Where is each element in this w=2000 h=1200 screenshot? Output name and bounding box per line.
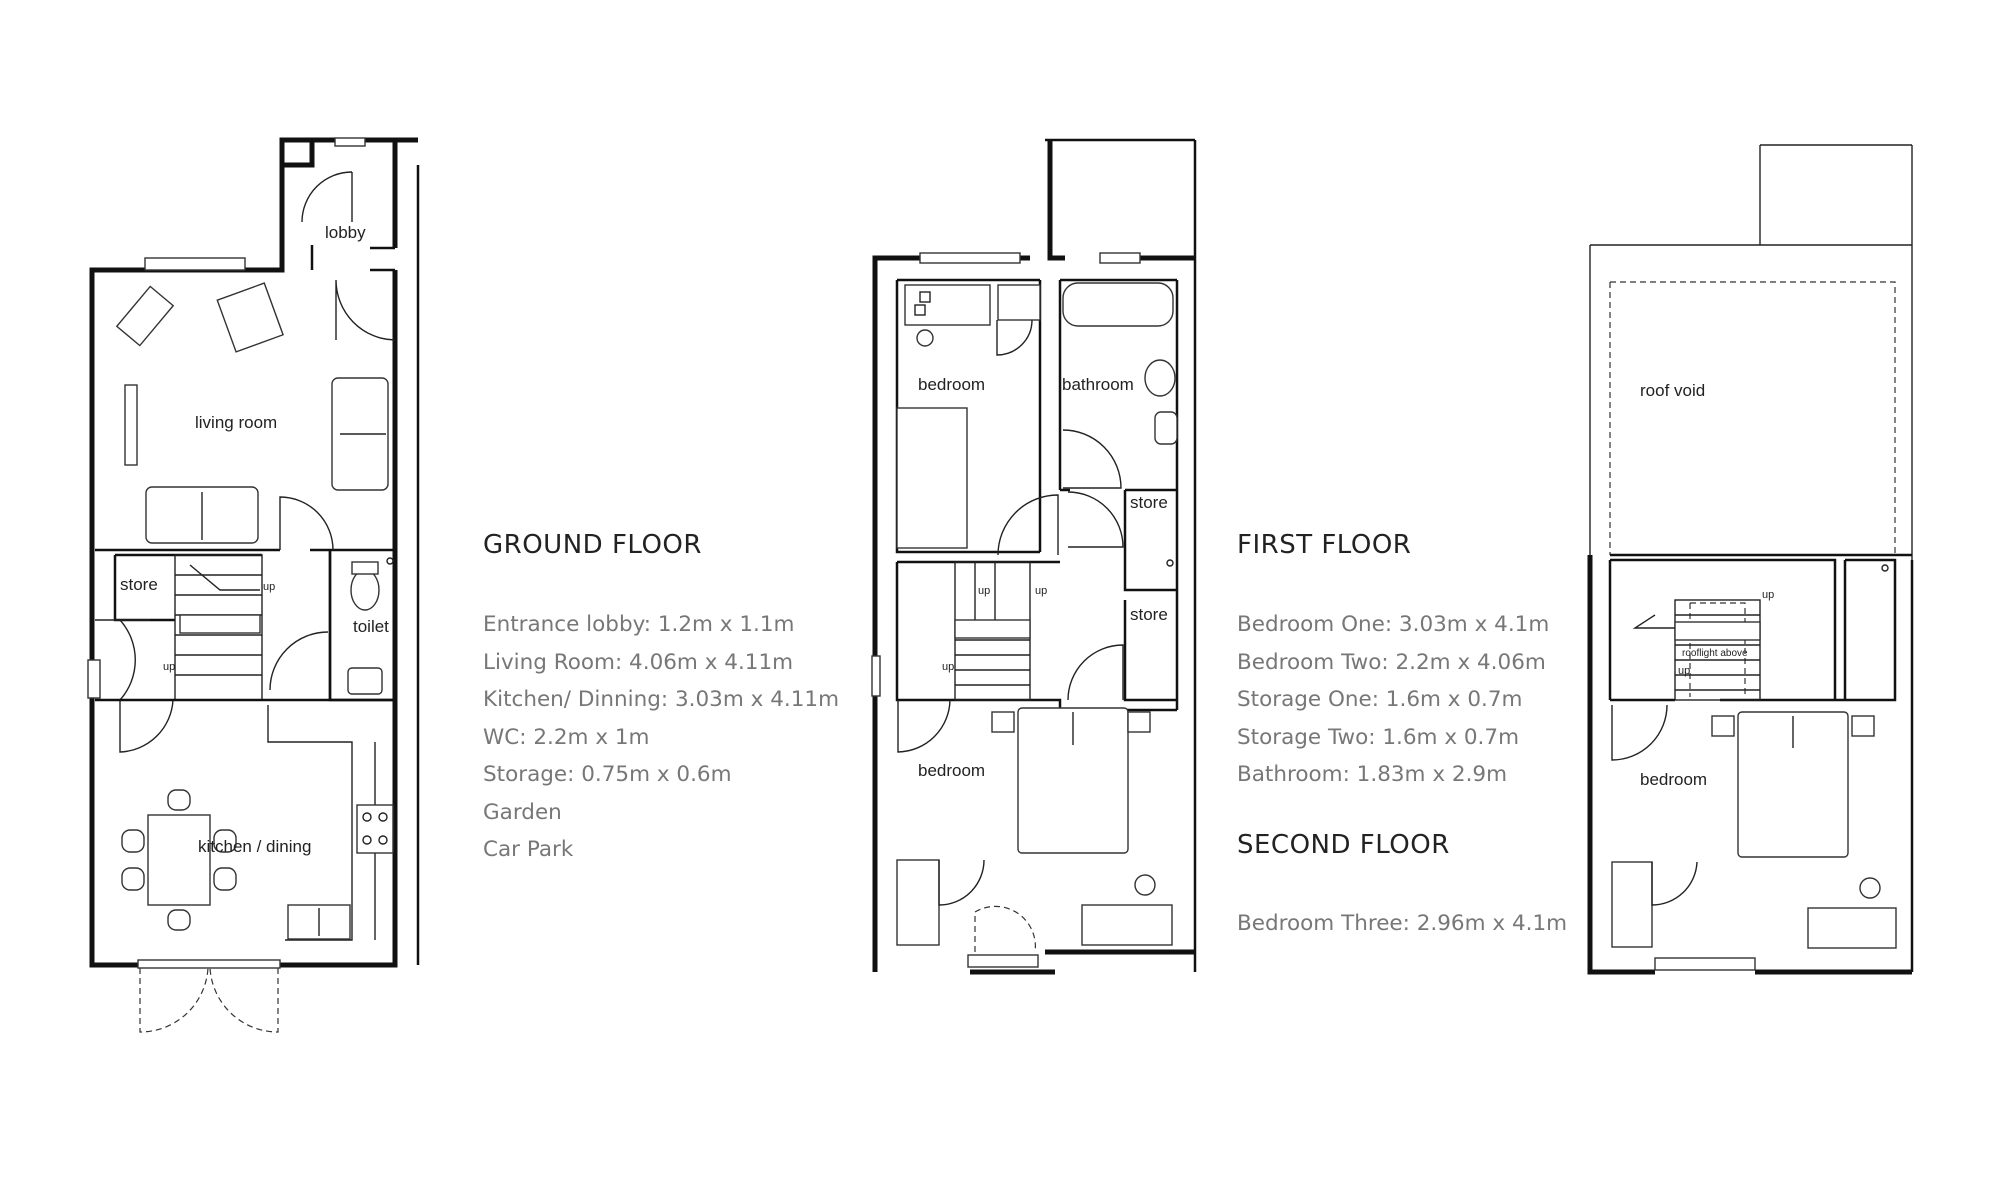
first-floor-plan bbox=[872, 140, 1195, 972]
dining-table bbox=[148, 815, 210, 905]
ground-floor-title: GROUND FLOOR bbox=[483, 530, 702, 560]
stair-arrow bbox=[190, 565, 260, 590]
wardrobe2-door bbox=[939, 860, 984, 905]
chair bbox=[214, 868, 236, 890]
first-store-walls bbox=[1125, 490, 1177, 700]
lobby-window bbox=[335, 138, 365, 146]
wc bbox=[1145, 360, 1175, 396]
juliet-door bbox=[975, 906, 1035, 952]
living-door-swing bbox=[336, 280, 395, 340]
second-floor-room-list bbox=[1237, 905, 1567, 943]
chair bbox=[168, 790, 190, 810]
second-floor-title: SECOND FLOOR bbox=[1237, 830, 1450, 860]
ground-floor-room-list bbox=[483, 606, 839, 869]
lobby-label: lobby bbox=[325, 223, 366, 242]
first-up-label-2: up bbox=[1035, 585, 1048, 597]
first-up-label-1: up bbox=[978, 585, 991, 597]
living-room-label: living room bbox=[195, 413, 278, 432]
bedroom1-door bbox=[998, 495, 1058, 555]
ground-room-item: Living Room: 4.06m x 4.11m bbox=[483, 649, 794, 675]
first-store-label-2: store bbox=[1130, 605, 1168, 624]
ground-stair-landing bbox=[180, 615, 260, 633]
first-side-window bbox=[872, 656, 880, 696]
roof-void-dashed bbox=[1610, 282, 1895, 555]
fireplace bbox=[125, 385, 137, 465]
living-room-door bbox=[280, 497, 333, 550]
toilet-basin bbox=[348, 668, 382, 694]
bathtub bbox=[1063, 283, 1173, 326]
lobby-partition bbox=[312, 245, 395, 270]
first-up-label-3: up bbox=[942, 661, 955, 673]
second-stair-arrow bbox=[1635, 615, 1675, 628]
toilet-label: toilet bbox=[353, 617, 389, 636]
armchair-1 bbox=[117, 286, 173, 345]
ground-store-label: store bbox=[120, 575, 158, 594]
second-up-label-2: up bbox=[1678, 665, 1691, 677]
ground-floor-plan bbox=[88, 138, 418, 1032]
toilet-pipe bbox=[387, 558, 393, 564]
second-top-boundary bbox=[1590, 145, 1912, 560]
living-window bbox=[145, 258, 245, 270]
first-stair-landing bbox=[955, 620, 1030, 638]
armchair-2 bbox=[217, 283, 283, 352]
ground-up-label-1: up bbox=[263, 581, 276, 593]
second-desk bbox=[1808, 908, 1896, 948]
nightstand-1 bbox=[992, 712, 1014, 732]
second-floor-plan bbox=[1590, 145, 1912, 972]
bath-basin bbox=[1155, 412, 1177, 444]
second-bedroom-label: bedroom bbox=[1640, 770, 1708, 789]
bathroom-label: bathroom bbox=[1062, 375, 1134, 394]
store2-door bbox=[1068, 645, 1123, 700]
first-room-item: Storage One: 1.6m x 0.7m bbox=[1237, 687, 1523, 712]
first-room-item: Bedroom One: 3.03m x 4.1m bbox=[1237, 612, 1550, 637]
garden-doors bbox=[140, 968, 278, 1032]
first-bedroom-label-2: bedroom bbox=[918, 761, 986, 780]
first-room-item: Bathroom: 1.83m x 2.9m bbox=[1237, 762, 1508, 787]
second-up-label-1: up bbox=[1762, 589, 1775, 601]
bathroom-door bbox=[1063, 430, 1121, 488]
first-store-label-1: store bbox=[1130, 493, 1168, 512]
desk-2 bbox=[1082, 905, 1172, 945]
chair bbox=[122, 868, 144, 890]
first-window-3 bbox=[968, 955, 1038, 967]
store-pipe bbox=[1167, 560, 1173, 566]
ground-room-item: Kitchen/ Dinning: 3.03m x 4.11m bbox=[483, 687, 840, 712]
kitchen-door bbox=[95, 700, 173, 752]
rooflight-label: rooflight above bbox=[1682, 648, 1748, 659]
store1-door bbox=[1068, 492, 1123, 547]
second-wardrobe bbox=[1612, 862, 1652, 947]
hob bbox=[357, 805, 393, 853]
toilet-bowl bbox=[351, 570, 379, 610]
side-window bbox=[88, 660, 100, 698]
chair-2 bbox=[1135, 875, 1155, 895]
ground-room-item: WC: 2.2m x 1m bbox=[483, 724, 650, 750]
second-wardrobe-door bbox=[1652, 862, 1697, 905]
chair bbox=[168, 910, 190, 930]
second-bedroom-door bbox=[1612, 705, 1667, 760]
lobby-door bbox=[302, 172, 352, 222]
first-window-1 bbox=[920, 253, 1020, 263]
ground-room-item: Garden bbox=[483, 799, 562, 825]
second-nightstand-1 bbox=[1712, 716, 1734, 736]
roof-void-label: roof void bbox=[1640, 381, 1706, 400]
first-floor-room-list bbox=[1237, 606, 1549, 794]
kitchen-dining-label: kitchen / dining bbox=[198, 837, 312, 856]
bedroom2-door bbox=[898, 700, 950, 752]
ground-up-label-2: up bbox=[163, 661, 176, 673]
second-window bbox=[1655, 958, 1755, 970]
second-stair-landing bbox=[1675, 622, 1760, 640]
chair bbox=[122, 830, 144, 852]
first-floor-title: FIRST FLOOR bbox=[1237, 530, 1412, 560]
wardrobe-door bbox=[997, 320, 1032, 355]
toilet-cistern bbox=[352, 562, 378, 574]
ground-room-item: Entrance lobby: 1.2m x 1.1m bbox=[483, 612, 795, 637]
first-room-item: Bedroom Two: 2.2m x 4.06m bbox=[1237, 649, 1546, 675]
second-nightstand-2 bbox=[1852, 716, 1874, 736]
first-window-2 bbox=[1100, 253, 1140, 263]
wardrobe-2 bbox=[897, 860, 939, 945]
lobby-wall bbox=[282, 140, 312, 165]
second-room-item: Bedroom Three: 2.96m x 4.1m bbox=[1237, 911, 1568, 936]
wardrobe-1 bbox=[998, 285, 1040, 320]
ground-room-item: Car Park bbox=[483, 837, 574, 862]
first-bedroom-label-1: bedroom bbox=[918, 375, 986, 394]
store-door bbox=[95, 620, 150, 700]
toilet-door bbox=[262, 632, 328, 700]
garden-door-frame bbox=[138, 960, 280, 968]
nightstand-2 bbox=[1128, 712, 1150, 732]
chair-1 bbox=[917, 330, 933, 346]
first-room-item: Storage Two: 1.6m x 0.7m bbox=[1237, 724, 1520, 750]
ground-room-item: Storage: 0.75m x 0.6m bbox=[483, 762, 732, 787]
bed-single bbox=[897, 408, 967, 548]
second-chair bbox=[1860, 878, 1880, 898]
second-pipe bbox=[1882, 565, 1888, 571]
